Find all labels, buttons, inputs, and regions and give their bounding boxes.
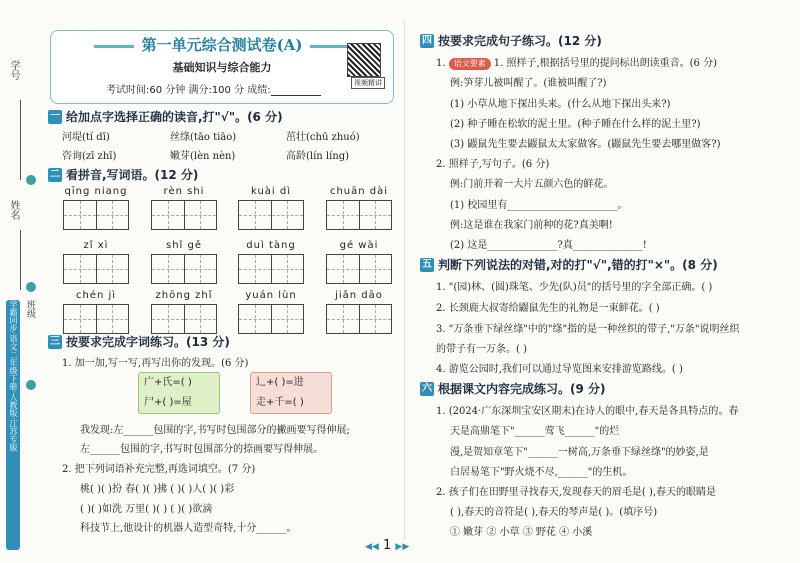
page-title: 第一单元综合测试卷(A) [51, 34, 393, 55]
pinyin-label: shǐ gě [165, 240, 202, 251]
s6-line[interactable]: 天是高鼎笔下"______莺飞______"的烂 [450, 426, 620, 437]
s4-example-2: 例:门前开着一大片五颜六色的鲜花。 [450, 179, 614, 190]
judge-item[interactable]: 的带子有一万条。( ) [436, 344, 527, 355]
pinyin-label: zǐ xì [83, 240, 109, 251]
pinyin-label: duì tàng [246, 240, 296, 251]
equation[interactable]: 走+千=( ) [256, 397, 304, 408]
prev-page-icon[interactable]: ◀◀ [365, 542, 379, 552]
s6-line: 1. (2024·广东深圳宝安区期末)在诗人的眼中,春天是各具特点的。春 [436, 406, 739, 417]
s3-q1: 1. 加一加,写一写,再写出你的发现。(6 分) [62, 358, 249, 369]
exam-info: 考试时间:60 分钟 满分:100 分 成绩: [106, 81, 321, 96]
pinyin-write-box[interactable] [325, 186, 393, 230]
equation-box-left [138, 372, 220, 414]
s3-discovery-2[interactable]: 左______包围的字,书写时包围部分的捺画要写得伸展。 [80, 444, 324, 455]
s1-item: 河堤(tí dī) [62, 132, 110, 143]
s6-options: ① 嫩芽 ② 小草 ③ 野花 ④ 小溪 [450, 527, 593, 538]
pinyin-write-box[interactable] [325, 240, 393, 284]
s4-q1: 1. 语文要素 1. 照样子,根据括号里的提问标出朗读重音。(6 分) [436, 58, 717, 69]
judge-item[interactable]: 2. 长颈鹿大叔寄给鼹鼠先生的礼物是一束鲜花。( ) [436, 303, 660, 314]
section-3-heading: 三 按要求完成字词练习。(13 分) [50, 335, 230, 349]
s4-q2: 2. 照样子,写句子。(6 分) [436, 159, 550, 170]
qr-code-icon[interactable] [347, 43, 381, 77]
equation[interactable]: 广+氏=( ) [144, 377, 192, 388]
title-box [50, 30, 394, 104]
page-number: 1 [382, 538, 392, 553]
s3-words-2[interactable]: ( )( )如洗 万里( )( ) ( )( )欲滴 [80, 504, 213, 515]
student-id-label: 学号 [8, 60, 19, 80]
pinyin-write-box[interactable] [62, 186, 130, 230]
s4-example-1: 例:笋芽儿被叫醒了。(谁被叫醒了?) [450, 78, 607, 89]
pinyin-label: qīng niang [64, 186, 128, 197]
name-label: 姓名 [8, 200, 19, 220]
s3-words-1[interactable]: 桃( )( )扮 春( )( )拂 ( )( )人( )( )彩 [80, 484, 235, 495]
s1-item: 高龄(lín líng) [286, 151, 350, 162]
series-label: 学霸同步·语文二年级下册·人教版·江苏专版 [9, 300, 18, 452]
page-footer [365, 538, 409, 553]
pinyin-write-box[interactable] [62, 240, 130, 284]
pinyin-label: zhōng zhǐ [155, 290, 213, 301]
section-5-heading: 五 判断下列说法的对错,对的打"√",错的打"×"。(8 分) [422, 258, 718, 272]
section-6-heading: 六 根据课文内容完成练习。(9 分) [422, 382, 606, 396]
s3-q2: 2. 把下列词语补充完整,再选词填空。(7 分) [62, 464, 256, 475]
binding-dot [26, 380, 36, 390]
equation[interactable]: 尸+( )=屋 [144, 397, 192, 408]
judge-item[interactable]: 3. "万条垂下绿丝绦"中的"绦"指的是一种丝织的带子,"万条"说明丝织 [436, 324, 740, 335]
pinyin-write-box[interactable] [150, 186, 218, 230]
s3-discovery-1[interactable]: 我发现:左______包围的字,书写时包围部分的撇画要写得伸展; [80, 425, 350, 436]
judge-item[interactable]: 1. "(园)林、(圆)珠笔、少先(队)员"的括号里的字全部正确。( ) [436, 282, 713, 293]
pinyin-label: chuān dài [329, 186, 389, 197]
binding-dot [26, 175, 36, 185]
judge-item[interactable]: 4. 游览公园时,我们可以通过导览图来安排游览路线。( ) [436, 364, 683, 375]
student-id-line [20, 100, 21, 180]
pinyin-write-box[interactable] [325, 290, 393, 334]
element-tag: 语文要素 [449, 58, 491, 70]
section-1-heading: 一 给加点字选择正确的读音,打"√"。(6 分) [50, 110, 283, 124]
pinyin-label: rèn shi [163, 186, 205, 197]
s6-line[interactable]: 白居易笔下"野火烧不尽,______"的生机。 [450, 467, 633, 478]
s4-item[interactable]: (1) 小草从地下探出头来。(什么从地下探出头来?) [450, 99, 671, 110]
binding-dot [26, 282, 36, 292]
s6-line[interactable]: ( ),春天的音符是( ),春天的琴声是( )。(填序号) [450, 507, 658, 518]
s6-line[interactable]: 2. 孩子们在田野里寻找春天,发现春天的眉毛是( ),春天的眼睛是 [436, 487, 717, 498]
s1-item: 咨询(zī zhī) [62, 151, 117, 162]
s1-item: 嫩芽(lèn nèn) [170, 151, 236, 162]
pinyin-label: yuán lùn [245, 290, 297, 301]
next-page-icon[interactable]: ▶▶ [395, 542, 410, 552]
pinyin-write-box[interactable] [237, 240, 305, 284]
s1-item: 丝绦(tāo tiāo) [170, 132, 237, 143]
qr-label: 视频精讲 [351, 77, 385, 89]
equation[interactable]: 辶+( )=进 [256, 377, 304, 388]
pinyin-write-box[interactable] [237, 290, 305, 334]
s4-example-3: 例:这是谁在我家门前种的花?真美啊! [450, 220, 613, 231]
equation-box-right [250, 372, 332, 414]
page-subtitle: 基础知识与综合能力 [172, 61, 272, 74]
s6-line[interactable]: 漫,是贺知章笔下"______一树高,万条垂下绿丝绦"的妙姿,是 [450, 447, 709, 458]
pinyin-label: chén jì [75, 290, 117, 301]
s1-item: 茁壮(chū zhuó) [286, 132, 360, 143]
pinyin-write-box[interactable] [150, 240, 218, 284]
section-2-heading: 二 看拼音,写词语。(12 分) [50, 168, 199, 182]
pinyin-write-box[interactable] [150, 290, 218, 334]
s4-fill-1[interactable]: (1) 校园里有______________________。 [450, 200, 628, 211]
pinyin-write-box[interactable] [237, 186, 305, 230]
page-divider [404, 20, 405, 540]
name-line [20, 230, 21, 290]
section-4-heading: 四 按要求完成句子练习。(12 分) [422, 34, 602, 48]
s4-item[interactable]: (3) 鼹鼠先生要去鼹鼠太太家做客。(鼹鼠先生要去哪里做客?) [450, 139, 721, 150]
class-label: 班级 [25, 300, 35, 318]
s4-item[interactable]: (2) 种子睡在松软的泥土里。(种子睡在什么样的泥土里?) [450, 119, 701, 130]
s3-fill-sentence[interactable]: 科技节上,他设计的机器人造型奇特,十分______。 [80, 523, 297, 534]
s4-fill-2[interactable]: (2) 这是______________?真______________! [450, 240, 647, 251]
pinyin-write-box[interactable] [62, 290, 130, 334]
pinyin-label: jiǎn dāo [335, 290, 383, 301]
pinyin-label: kuài dì [250, 186, 292, 197]
series-band [6, 300, 20, 550]
pinyin-label: gé wài [339, 240, 379, 251]
